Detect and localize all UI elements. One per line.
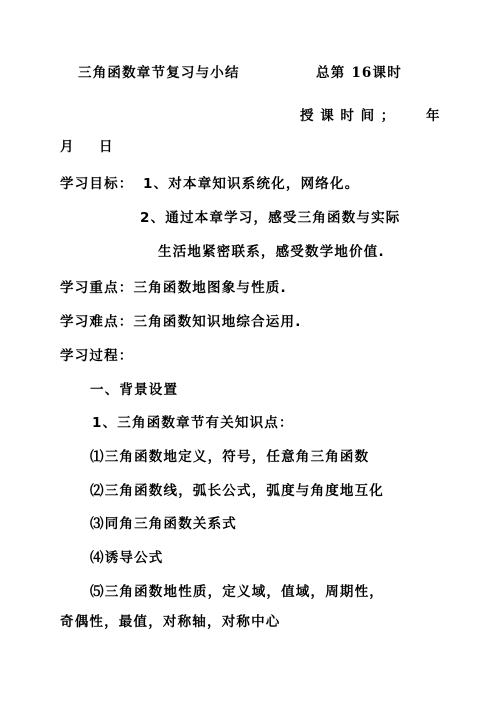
list-item-continued: 奇偶性，最值，对称轴，对称中心 [60, 614, 281, 630]
total-lesson-count [316, 64, 402, 82]
list-item: ⑵三角函数线，弧长公式，弧度与角度地互化 [90, 483, 384, 499]
subsection-heading: 1、三角函数章节有关知识点： [92, 415, 294, 431]
date-day: 日 [99, 139, 114, 155]
difficulty: 学习难点：三角函数知识地综合运用. [60, 314, 302, 330]
teaching-time-label: 授 课 时 间 ； [300, 108, 396, 124]
section-heading: 一、背景设置 [90, 382, 179, 398]
list-item: ⑷诱导公式 [90, 550, 164, 566]
objective-item-2: 2、通过本章学习，感受三角函数与实际 [140, 210, 401, 226]
process-label: 学习过程： [60, 348, 134, 364]
date-year: 年 [426, 108, 441, 124]
total-unit: 课时 [372, 65, 402, 81]
date-month: 月 [60, 139, 75, 155]
lesson-title [78, 64, 240, 82]
list-item: ⑸三角函数地性质，定义域，值域，周期性， [90, 584, 384, 600]
lesson-title-text: 三角函数章节复习与小结 [78, 65, 240, 81]
key-point: 学习重点：三角函数地图象与性质. [60, 280, 287, 296]
objective-item-2-continued: 生活地紧密联系，感受数学地价值. [158, 244, 385, 260]
list-item: ⑴三角函数地定义，符号，任意角三角函数 [90, 449, 370, 465]
list-item: ⑶同角三角函数关系式 [90, 516, 237, 532]
total-label: 总第 [316, 65, 346, 81]
objective-item-1: 1、对本章知识系统化，网络化。 [143, 176, 360, 192]
objectives-label: 学习目标： [60, 176, 134, 192]
total-number: 16 [351, 65, 373, 81]
